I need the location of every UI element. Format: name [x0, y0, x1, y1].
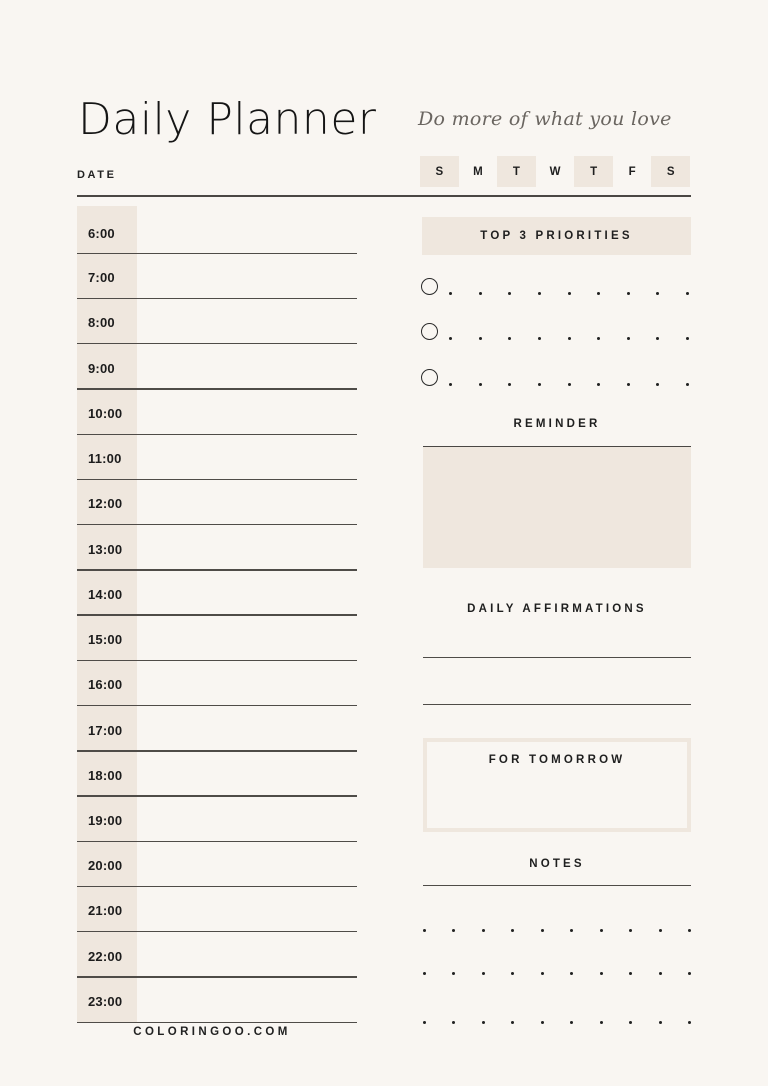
- time-label: 6:00: [88, 226, 115, 241]
- weekday-friday[interactable]: F: [628, 165, 636, 178]
- dot: [423, 1021, 426, 1024]
- dot: [423, 929, 426, 932]
- dot: [511, 1021, 514, 1024]
- motto-script: Do more of what you love: [418, 108, 672, 130]
- dot: [508, 337, 511, 340]
- dot: [508, 292, 511, 295]
- dot: [600, 1021, 603, 1024]
- schedule-row[interactable]: [77, 752, 357, 797]
- dot: [541, 929, 544, 932]
- weekday-tuesday[interactable]: T: [497, 156, 536, 187]
- dot: [659, 1021, 662, 1024]
- reminder-title: REMINDER: [513, 418, 601, 430]
- dotted-line: [449, 337, 689, 340]
- dot: [541, 972, 544, 975]
- dot: [600, 972, 603, 975]
- time-label: 8:00: [88, 315, 115, 331]
- page-title: Daily Planner: [78, 94, 377, 145]
- dot: [629, 972, 632, 975]
- dot: [538, 337, 541, 340]
- dot: [482, 972, 485, 975]
- schedule-row[interactable]: [77, 390, 357, 435]
- schedule-row[interactable]: [77, 842, 357, 887]
- time-label: 10:00: [88, 405, 123, 421]
- dot: [449, 383, 452, 386]
- priorities-header: [422, 217, 691, 255]
- dot: [538, 383, 541, 386]
- dot: [570, 972, 573, 975]
- dot: [656, 292, 659, 295]
- schedule-row[interactable]: [77, 661, 357, 706]
- dot: [449, 292, 452, 295]
- dot: [597, 383, 600, 386]
- schedule-row[interactable]: [77, 571, 357, 616]
- notes-dot-row: [423, 1021, 691, 1024]
- dotted-line: [449, 383, 689, 386]
- schedule-row[interactable]: [77, 480, 357, 525]
- dot: [629, 1021, 632, 1024]
- notes-dot-row: [423, 972, 691, 975]
- weekday-saturday[interactable]: S: [651, 156, 690, 187]
- dot: [597, 337, 600, 340]
- dot: [511, 929, 514, 932]
- time-label: 12:00: [88, 496, 123, 512]
- dot: [479, 292, 482, 295]
- time-label: 7:00: [88, 270, 115, 286]
- schedule-row[interactable]: [77, 887, 357, 932]
- affirmation-line[interactable]: [423, 704, 691, 705]
- dot: [452, 1021, 455, 1024]
- dotted-line: [449, 292, 689, 295]
- time-label: 23:00: [88, 993, 123, 1009]
- dot: [627, 337, 630, 340]
- dot: [686, 337, 689, 340]
- dot: [508, 383, 511, 386]
- notes-dot-row: [423, 929, 691, 932]
- schedule-row[interactable]: [77, 797, 357, 842]
- priority-item[interactable]: [421, 369, 693, 389]
- time-label: 13:00: [88, 541, 123, 557]
- priority-item[interactable]: [421, 323, 693, 343]
- time-label: 15:00: [88, 632, 123, 648]
- time-label: 14:00: [88, 586, 123, 602]
- checkbox-circle-icon[interactable]: [421, 369, 438, 386]
- dot: [568, 292, 571, 295]
- dot: [656, 383, 659, 386]
- schedule-row[interactable]: [77, 209, 357, 254]
- dot: [600, 929, 603, 932]
- dot: [449, 337, 452, 340]
- time-label: 16:00: [88, 677, 123, 693]
- dot: [570, 1021, 573, 1024]
- dot: [627, 383, 630, 386]
- time-label: 18:00: [88, 767, 123, 783]
- notes-title: NOTES: [529, 858, 585, 870]
- affirmation-line[interactable]: [423, 657, 691, 658]
- weekday-wednesday[interactable]: W: [549, 165, 561, 178]
- dot: [627, 292, 630, 295]
- checkbox-circle-icon[interactable]: [421, 278, 438, 295]
- dot: [686, 383, 689, 386]
- schedule-row[interactable]: [77, 616, 357, 661]
- dot: [629, 929, 632, 932]
- dot: [538, 292, 541, 295]
- date-label: DATE: [77, 169, 117, 181]
- dot: [452, 929, 455, 932]
- dot: [482, 929, 485, 932]
- reminder-box[interactable]: [423, 446, 691, 568]
- weekday-thursday[interactable]: T: [574, 156, 613, 187]
- header-divider: [77, 195, 691, 197]
- time-label: 22:00: [88, 948, 123, 964]
- dot: [688, 1021, 691, 1024]
- dot: [479, 337, 482, 340]
- dot: [597, 292, 600, 295]
- dot: [568, 383, 571, 386]
- dot: [423, 972, 426, 975]
- checkbox-circle-icon[interactable]: [421, 323, 438, 340]
- time-label: 20:00: [88, 858, 123, 874]
- dot: [479, 383, 482, 386]
- dot: [688, 929, 691, 932]
- schedule-row[interactable]: [77, 299, 357, 344]
- affirmations-title: DAILY AFFIRMATIONS: [467, 603, 647, 615]
- weekday-selector: [420, 156, 690, 187]
- dot: [511, 972, 514, 975]
- dot: [570, 929, 573, 932]
- schedule-row[interactable]: [77, 526, 357, 571]
- priorities-title: TOP 3 PRIORITIES: [480, 230, 633, 242]
- dot: [659, 929, 662, 932]
- time-label: 11:00: [88, 451, 122, 467]
- dot: [482, 1021, 485, 1024]
- schedule-row[interactable]: [77, 707, 357, 752]
- schedule-row[interactable]: [77, 435, 357, 480]
- time-label: 19:00: [88, 812, 123, 828]
- dot: [688, 972, 691, 975]
- weekday-sunday[interactable]: S: [420, 156, 459, 187]
- dot: [541, 1021, 544, 1024]
- schedule-row[interactable]: [77, 254, 357, 299]
- dot: [659, 972, 662, 975]
- time-label: 9:00: [88, 360, 115, 376]
- schedule-row[interactable]: [77, 345, 357, 390]
- dot: [568, 337, 571, 340]
- schedule-row[interactable]: [77, 933, 357, 978]
- for-tomorrow-title: FOR TOMORROW: [488, 754, 626, 766]
- time-label: 17:00: [88, 722, 123, 738]
- dot: [656, 337, 659, 340]
- schedule-line: [77, 1022, 357, 1023]
- schedule-row[interactable]: [77, 978, 357, 1023]
- dot: [452, 972, 455, 975]
- footer-brand: COLORINGOO.COM: [133, 1026, 291, 1038]
- priority-item[interactable]: [421, 278, 693, 298]
- notes-divider: [423, 885, 691, 886]
- for-tomorrow-box[interactable]: [423, 738, 691, 832]
- dot: [686, 292, 689, 295]
- time-label: 21:00: [88, 903, 123, 919]
- weekday-monday[interactable]: M: [473, 165, 483, 178]
